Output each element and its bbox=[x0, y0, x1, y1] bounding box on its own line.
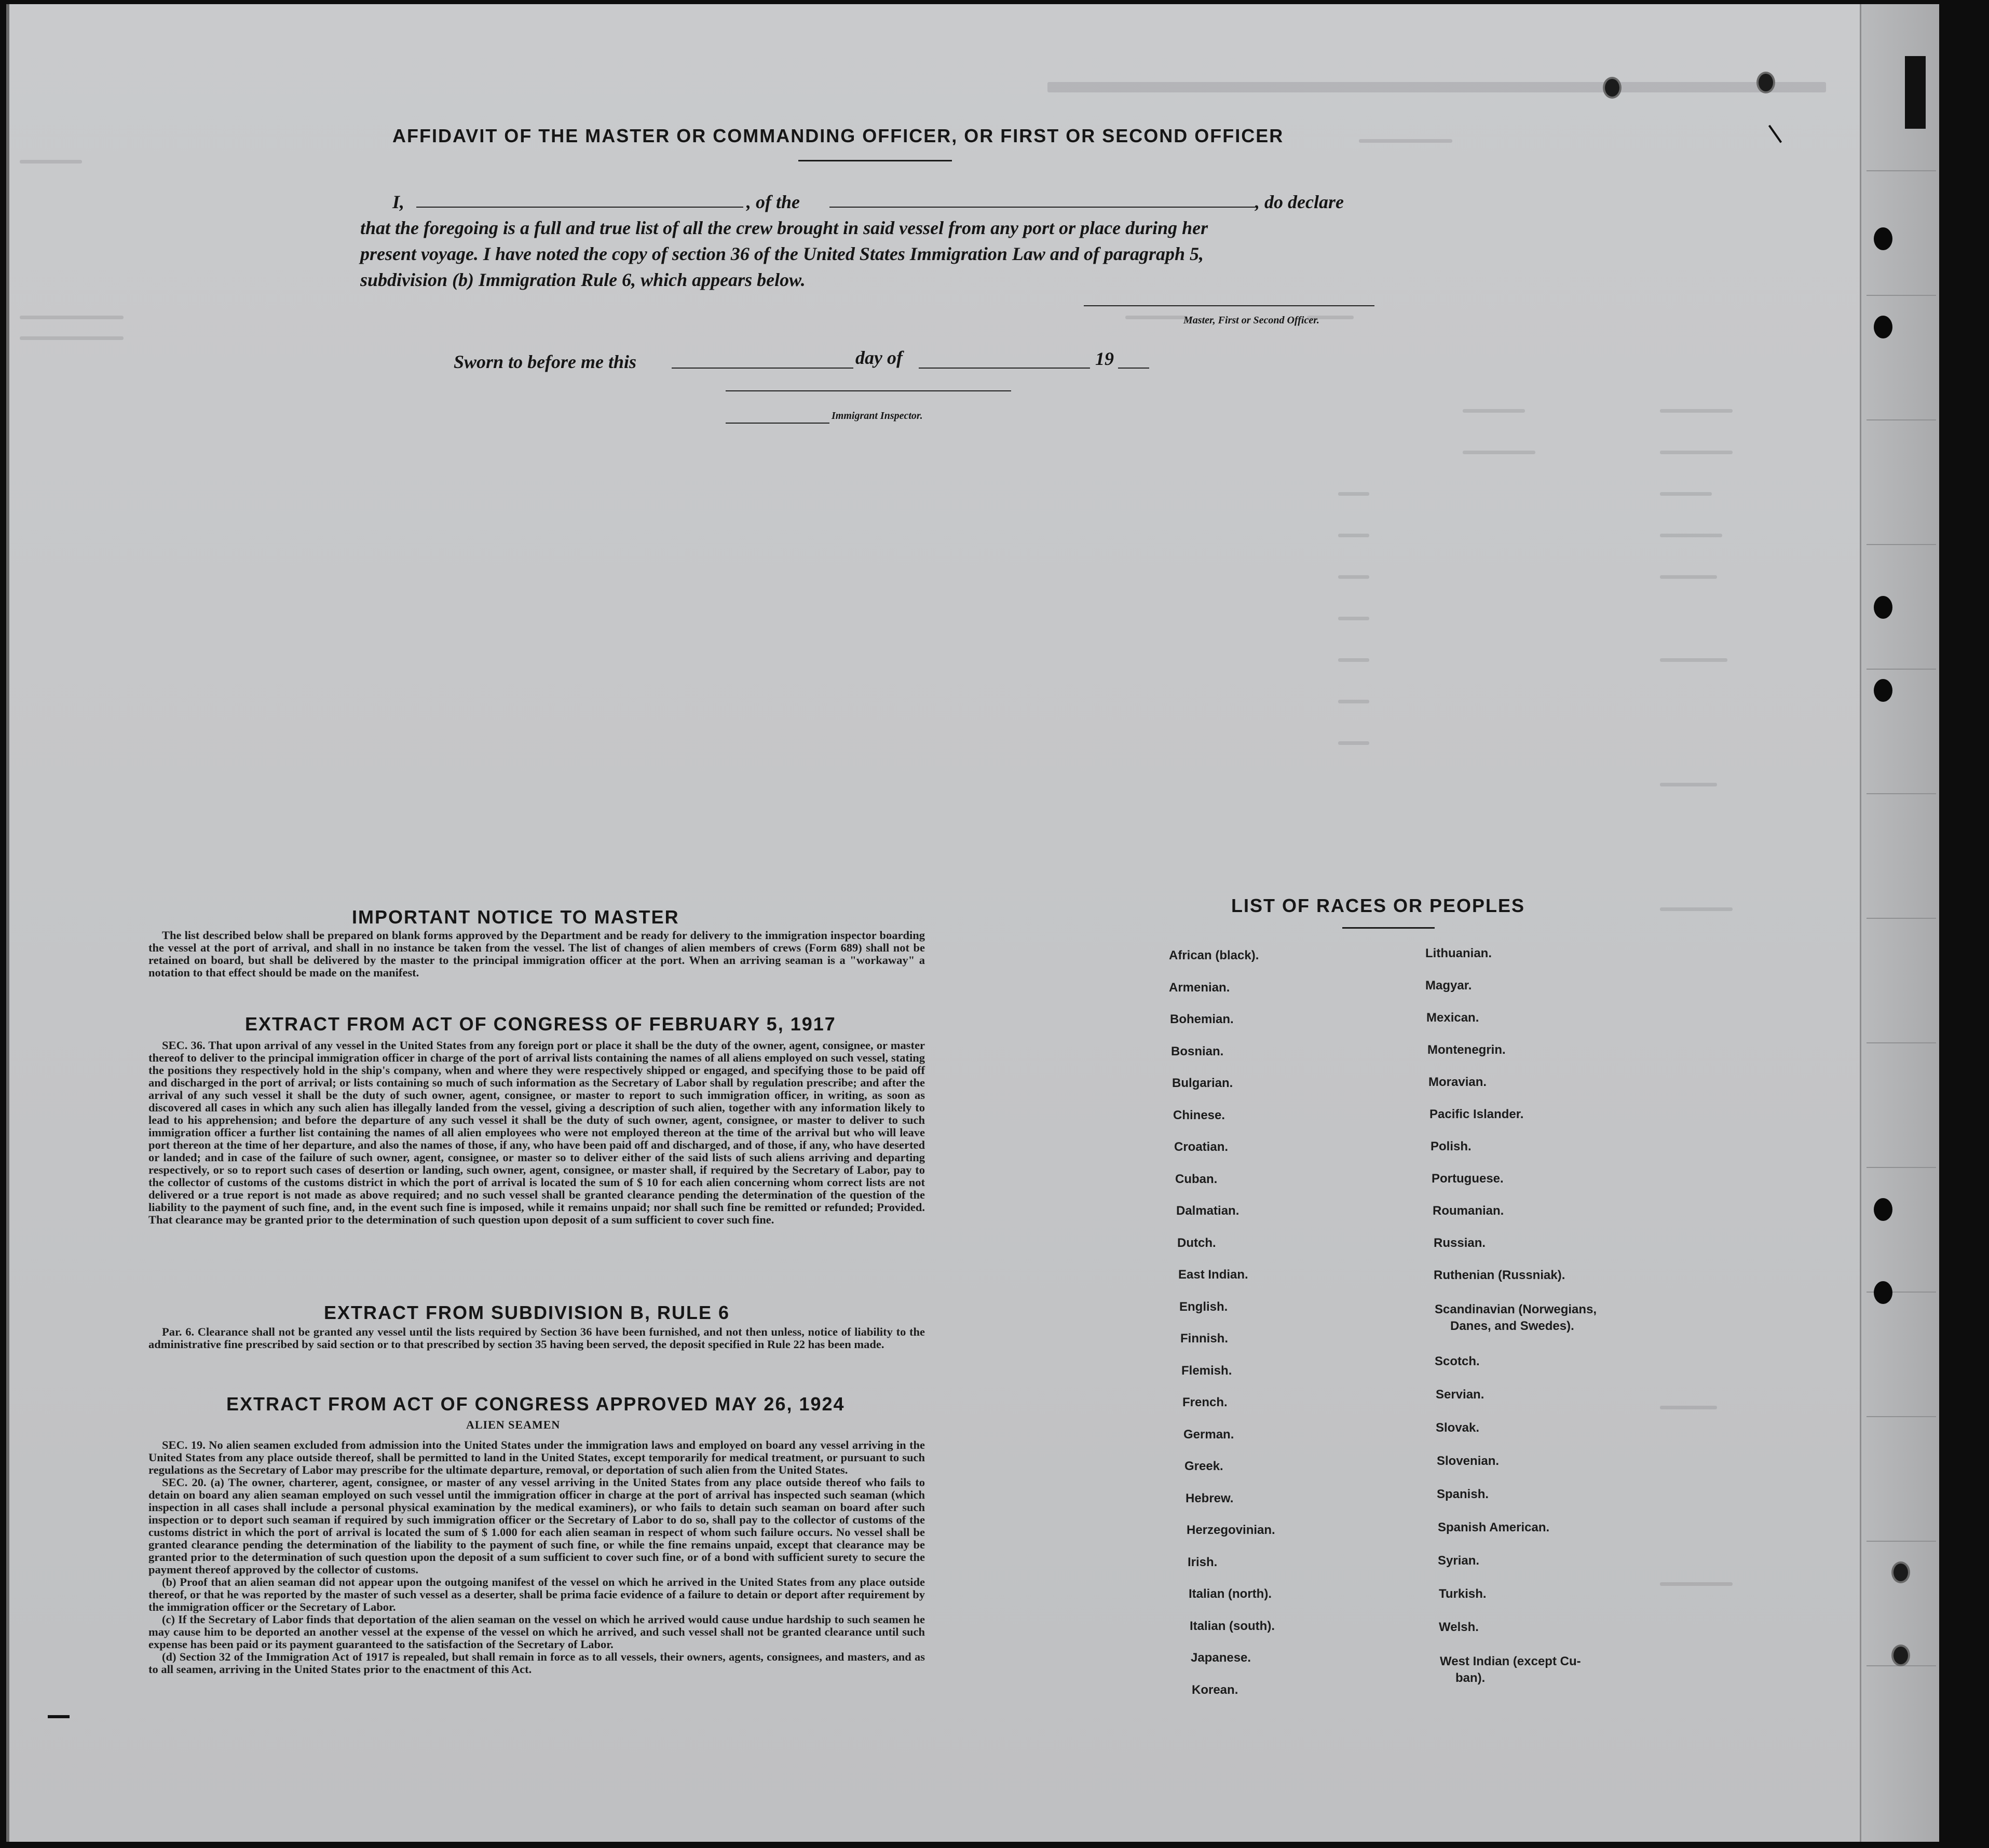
race-item: Spanish. bbox=[1437, 1487, 1489, 1501]
rule-6-title: EXTRACT FROM SUBDIVISION B, RULE 6 bbox=[324, 1302, 730, 1323]
inspector-name-blank[interactable] bbox=[726, 423, 829, 424]
race-item: Welsh. bbox=[1439, 1620, 1479, 1634]
race-item: Cuban. bbox=[1175, 1172, 1218, 1186]
binder-hole bbox=[1874, 1198, 1892, 1221]
binder-hole bbox=[1603, 77, 1622, 99]
race-item: Bohemian. bbox=[1170, 1012, 1234, 1026]
signature-label: Master, First or Second Officer. bbox=[1183, 315, 1319, 326]
race-item: Korean. bbox=[1192, 1683, 1238, 1697]
sworn-day-of: day of bbox=[855, 347, 903, 368]
extract-1917-text: SEC. 36. That upon arrival of any vessel in the United States from any foreign port or place it shall be the duty of the owner, agent, consignee, or master thereof to deliver to the principal immigration officer in charge of the port of arrival lists containing the names of all aliens employed on such vessel, stating the positions they respectively hold in the ship's company, when and where they were respectively shipped or engaged, and specifying those to be paid off and discharged in the port of arrival; or lists containing so much of such information as the Secretary of Labor shall by regulation prescribe; and after the arrival of any such vessel it shall be the duty of such owner, agent, consignee, or master to report to such immigration officer, in writing, as soon as discovered all cases in which any such alien has illegally landed from the vessel, giving a description of such alien, together with any information likely to lead to his apprehension; and before the departure of any such vessel it shall be the duty of such owner, agent, consignee, or master to deliver to such immigration officer a further list containing the names of all alien employees who were not employed thereon at the time of the arrival but who will leave port thereon at the time of her departure, and also the names of those, if any, who have been paid off and discharged, and of those, if any, who have deserted or landed; and in case of the failure of such owner, agent, consignee, or master so to deliver either of the said lists of such aliens arriving and departing respectively, or so to report such cases of desertion or landing, such owner, agent, consignee, or master shall, if required by the Secretary of Labor, pay to the collector of customs of the customs district in which the port of arrival is located the sum of $ 10 for each alien concerning whom correct lists are not delivered or a true report is not made as above required; and no such vessel shall be granted clearance pending the determination of the question of the liability to the payment of such fine, and, in the event such fine is imposed, while it remains unpaid; nor shall such fine be remitted or refunded; Provided. That clearance may be granted prior to the determination of such question upon deposit of a sum sufficient to cover such fine. bbox=[148, 1039, 925, 1226]
sworn-year-prefix: 19 bbox=[1095, 348, 1114, 369]
binder-hole bbox=[1874, 316, 1892, 338]
sworn-month-blank[interactable] bbox=[919, 368, 1090, 369]
scan-mark bbox=[1768, 125, 1782, 143]
declaration-line-3: present voyage. I have noted the copy of section 36 of the United States Immigration Law and of paragraph 5, bbox=[360, 243, 1204, 264]
race-item: Scotch. bbox=[1435, 1354, 1480, 1368]
edge-mark bbox=[1905, 56, 1926, 129]
binder-hole bbox=[1891, 1561, 1910, 1583]
race-item: Syrian. bbox=[1438, 1554, 1480, 1568]
races-underline bbox=[1342, 927, 1435, 929]
race-item: Russian. bbox=[1434, 1236, 1486, 1250]
binder-hole bbox=[1874, 227, 1892, 250]
rule-6-text: Par. 6. Clearance shall not be granted any vessel until the lists required by Section 36 have been furnished, and not then unless, notice of liability to the administrative fine prescribed by said section or to that prescribed by section 35 having been served, the deposit specified in Rule 22 has been made. bbox=[148, 1325, 925, 1351]
declaration-line-2: that the foregoing is a full and true list of all the crew brought in said vessel from any port or place during her bbox=[360, 218, 1208, 238]
sworn-day-blank[interactable] bbox=[672, 368, 853, 369]
binder-hole bbox=[1874, 1281, 1892, 1304]
signature-blank[interactable] bbox=[1084, 305, 1374, 306]
alien-seamen-subtitle: ALIEN SEAMEN bbox=[466, 1418, 561, 1431]
scan-mark bbox=[48, 1715, 70, 1718]
declaration-do-declare: , do declare bbox=[1255, 192, 1344, 212]
race-item: Finnish. bbox=[1180, 1331, 1228, 1346]
races-title: LIST OF RACES OR PEOPLES bbox=[1231, 895, 1525, 916]
race-item: Greek. bbox=[1184, 1459, 1223, 1473]
race-item: Chinese. bbox=[1173, 1108, 1225, 1122]
race-item: Mexican. bbox=[1426, 1011, 1479, 1025]
declaration-i: I, bbox=[392, 192, 405, 212]
race-item: Servian. bbox=[1436, 1388, 1484, 1402]
race-item: Armenian. bbox=[1169, 981, 1230, 995]
affidavit-title: AFFIDAVIT OF THE MASTER OR COMMANDING OFFICER, OR FIRST OR SECOND OFFICER bbox=[392, 125, 1284, 146]
race-item: Flemish. bbox=[1181, 1364, 1232, 1378]
binder-hole bbox=[1874, 679, 1892, 702]
race-item: English. bbox=[1179, 1300, 1228, 1314]
race-item: Roumanian. bbox=[1433, 1204, 1504, 1218]
race-item: ban). bbox=[1455, 1671, 1486, 1685]
race-item: German. bbox=[1183, 1428, 1234, 1442]
race-item: African (black). bbox=[1169, 948, 1259, 962]
race-item: East Indian. bbox=[1178, 1268, 1248, 1282]
binder-hole bbox=[1874, 596, 1892, 619]
race-item: Magyar. bbox=[1425, 979, 1472, 993]
race-item: West Indian (except Cu- bbox=[1440, 1654, 1581, 1668]
race-item: Japanese. bbox=[1191, 1651, 1251, 1665]
name-blank[interactable] bbox=[416, 207, 743, 208]
race-item: Dalmatian. bbox=[1176, 1204, 1239, 1218]
inspector-label: Immigrant Inspector. bbox=[832, 410, 923, 422]
race-item: Italian (north). bbox=[1189, 1587, 1272, 1601]
race-item: Montenegrin. bbox=[1427, 1043, 1506, 1057]
race-item: Spanish American. bbox=[1438, 1520, 1550, 1534]
extract-1924-title: EXTRACT FROM ACT OF CONGRESS APPROVED MAY 26, 1924 bbox=[226, 1393, 845, 1415]
inspector-signature-blank[interactable] bbox=[726, 390, 1011, 391]
notice-title: IMPORTANT NOTICE TO MASTER bbox=[352, 906, 679, 928]
race-item: French. bbox=[1182, 1395, 1228, 1409]
sworn-text: Sworn to before me this bbox=[454, 351, 637, 372]
race-item: Polish. bbox=[1431, 1139, 1472, 1153]
race-item: Turkish. bbox=[1439, 1587, 1487, 1601]
race-item: Slovenian. bbox=[1437, 1454, 1500, 1468]
race-item: Hebrew. bbox=[1186, 1491, 1234, 1505]
race-item: Bosnian. bbox=[1171, 1044, 1224, 1058]
race-item: Italian (south). bbox=[1190, 1619, 1275, 1633]
race-item: Scandinavian (Norwegians, bbox=[1435, 1302, 1597, 1316]
extract-1917-title: EXTRACT FROM ACT OF CONGRESS OF FEBRUARY 5, 1917 bbox=[245, 1013, 836, 1035]
race-item: Herzegovinian. bbox=[1187, 1523, 1275, 1537]
binder-hole bbox=[1891, 1645, 1910, 1666]
race-item: Ruthenian (Russniak). bbox=[1434, 1268, 1565, 1282]
race-item: Irish. bbox=[1188, 1555, 1218, 1569]
manifest-page bbox=[6, 4, 1939, 1842]
race-item: Lithuanian. bbox=[1425, 946, 1492, 960]
race-item: Slovak. bbox=[1436, 1421, 1480, 1435]
race-item: Dutch. bbox=[1177, 1236, 1216, 1250]
race-item: Croatian. bbox=[1174, 1140, 1229, 1154]
race-item: Danes, and Swedes). bbox=[1450, 1319, 1574, 1333]
vessel-blank[interactable] bbox=[829, 207, 1255, 208]
race-item: Bulgarian. bbox=[1172, 1076, 1233, 1090]
binder-hole bbox=[1756, 72, 1775, 93]
extract-1924-text: SEC. 19. No alien seamen excluded from admission into the United States under the immigration laws and employed on board any vessel arriving in the United States from any place outside thereof, shall be permitted to land in the United States, except temporarily for medical treatment, or pursuant to such regulations as the Secretary of Labor may prescribe for the ultimate departure, removal, or deportation of such alien from the United States. SEC. 20. (a) The owner, charterer, agent, consignee, or master of any vessel arriving in the United States from any place outside thereof who fails to detain on board any alien seaman employed on such vessel until the immigration officer in charge at the port of arrival has inspected such seaman (which inspection in all cases shall include a personal physical examination by the medical examiners), or who fails to detain such seaman on board after such inspection or to deport such seaman if required by such immigration officer or the Secretary of Labor to do so, shall pay to the collector of customs of the customs district in which the port of arrival is located the sum of $ 1.000 for each alien seaman in respect of whom such failure occurs. No vessel shall be granted clearance pending the determination of the liability to the payment of such fine, or while the fine remains unpaid, except that clearance may be granted prior to the determination of such question upon the deposit of a sum sufficient to cover such fine, or of a bond with sufficient surety to secure the payment thereof approved by the collector of customs. (b) Proof that an alien seaman did not appear upon the outgoing manifest of the vessel on which he arrived in the United States from any place outside thereof, or that he was reported by the master of such vessel as a deserter, shall be prima facie evidence of a failure to detain or deport after requirement by the immigration officer or the Secretary of Labor. (c) If the Secretary of Labor finds that deportation of the alien seaman on the vessel on which he arrived would cause undue hardship to such seamen he may cause him to be deported an another vessel at the expense of the vessel on which he arrived, and such vessel shall not be granted clearance until such expense has been paid or its payment guaranteed to the satisfaction of the Secretary of Labor. (d) Section 32 of the Immigration Act of 1917 is repealed, but shall remain in force as to all vessels, their owners, agents, consignees, and masters, and as to all seamen, arriving in the United States prior to the enactment of this Act. bbox=[148, 1438, 925, 1676]
race-item: Portuguese. bbox=[1432, 1172, 1504, 1186]
declaration-of-the: , of the bbox=[746, 192, 800, 212]
sworn-year-blank[interactable] bbox=[1118, 368, 1149, 369]
notice-text: The list described below shall be prepared on blank forms approved by the Department and be ready for delivery to the immigration inspector boarding the vessel at the port of arrival, and shall in no instance be taken from the vessel. The list of changes of alien members of crews (Form 689) shall not be retained on board, but shall be delivered by the master to the principal immigration officer at the port. When an arriving seaman is a "workaway" a notation to that effect should be made on the manifest. bbox=[148, 929, 925, 979]
declaration-line-4: subdivision (b) Immigration Rule 6, which appears below. bbox=[360, 269, 806, 290]
title-underline bbox=[798, 160, 952, 161]
race-item: Pacific Islander. bbox=[1429, 1107, 1524, 1121]
race-item: Moravian. bbox=[1428, 1075, 1487, 1089]
